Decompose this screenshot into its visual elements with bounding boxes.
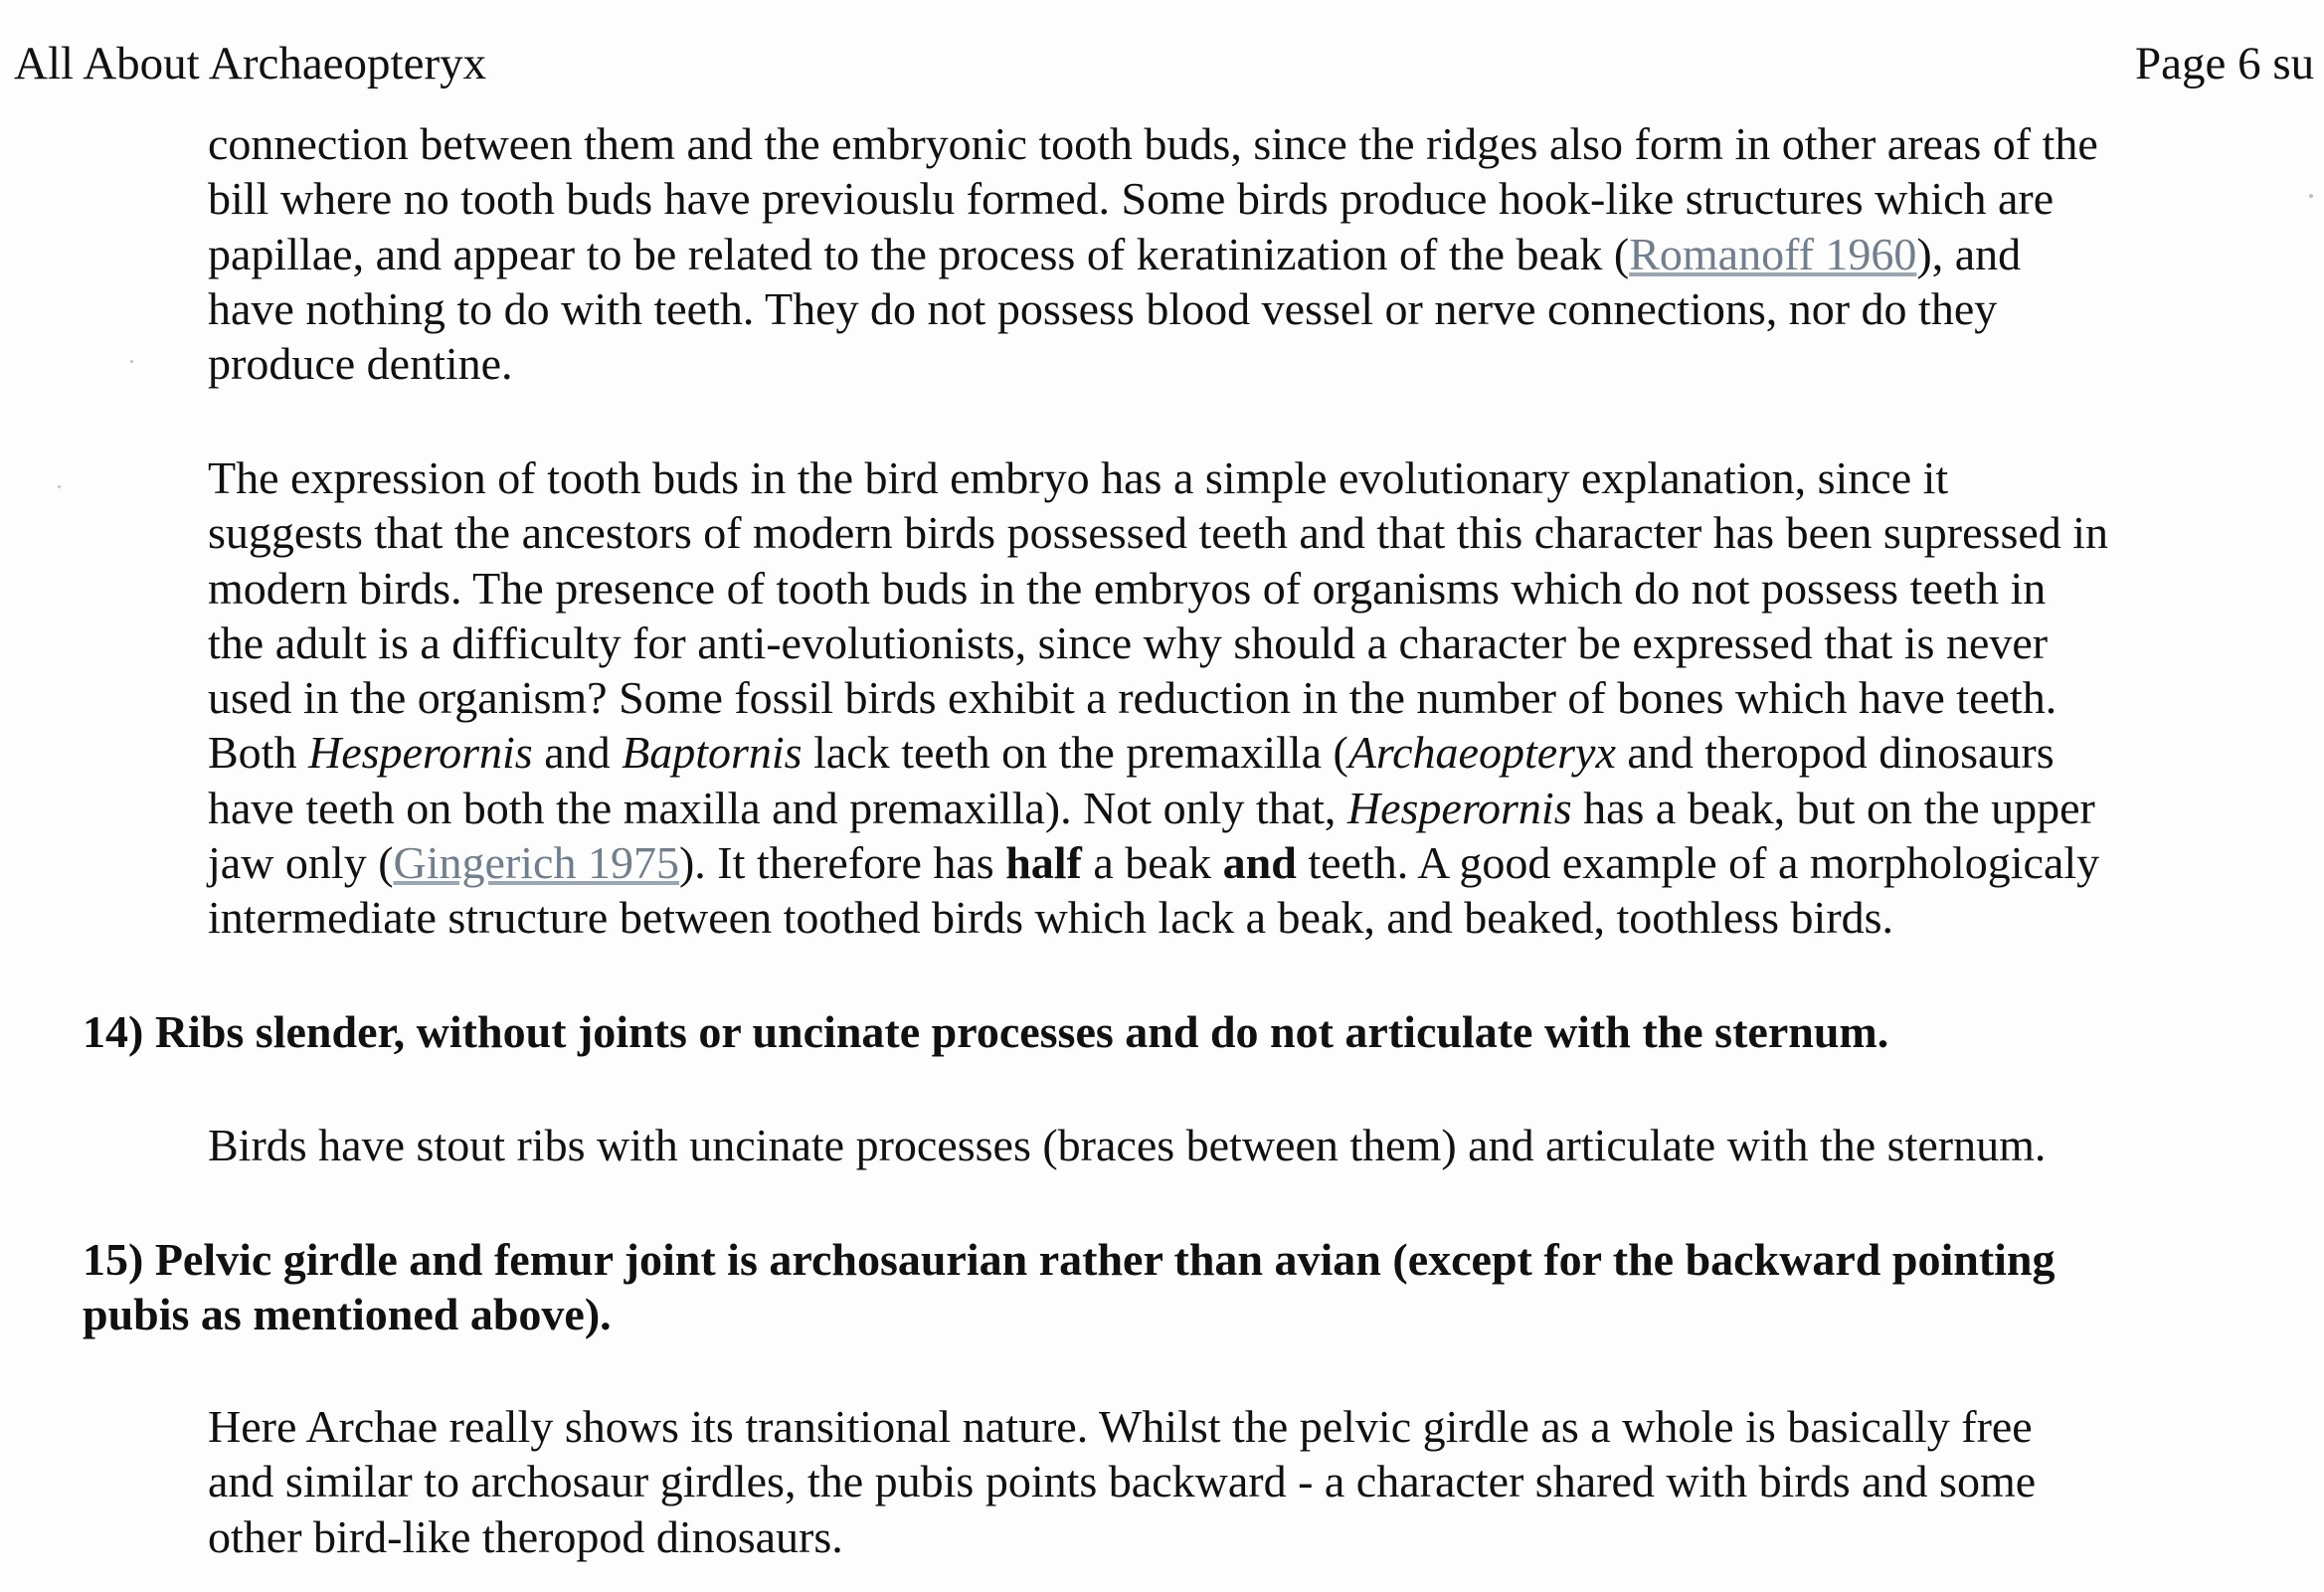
taxon-name: Hesperornis <box>307 727 533 779</box>
text-line: produce dentine. <box>208 338 513 390</box>
text-line: the adult is a difficulty for anti-evolutionists, since why should a character be expressed that is never <box>208 617 2049 668</box>
emphasis-and: and <box>1222 837 1297 889</box>
text-line <box>208 835 2108 890</box>
heading-15-pelvic-girdle <box>83 1232 2056 1342</box>
text-run: teeth. A good example of a morphologicaly <box>1296 837 2100 889</box>
scan-speck <box>58 485 61 488</box>
scan-speck <box>2309 194 2313 198</box>
text-line: have nothing to do with teeth. They do not possess blood vessel or nerve connections, nor do they <box>208 282 1998 334</box>
paragraph-tooth-ridges <box>208 116 2098 391</box>
heading-line: pubis as mentioned above). <box>83 1289 612 1340</box>
taxon-name: Archaeopteryx <box>1347 727 1616 779</box>
text-run: papillae, and appear to be related to the process of keratinization of the beak ( <box>208 228 1630 279</box>
emphasis-half: half <box>1005 837 1082 889</box>
heading-line: 15) Pelvic girdle and femur joint is archosaurian rather than avian (except for the backward pointing <box>83 1234 2056 1285</box>
text-line: modern birds. The presence of tooth buds in the embryos of organisms which do not possess teeth in <box>208 562 2047 614</box>
taxon-name: Hesperornis <box>1346 782 1572 833</box>
text-line: intermediate structure between toothed birds which lack a beak, and beaked, toothless birds. <box>208 892 1894 944</box>
text-run: have teeth on both the maxilla and premaxilla). Not only that, <box>208 782 1347 833</box>
text-line <box>208 725 2108 780</box>
paragraph-tooth-buds-evolution <box>208 450 2108 946</box>
scan-speck <box>130 360 133 363</box>
heading-line: 14) Ribs slender, without joints or uncinate processes and do not articulate with the sternum. <box>83 1006 1889 1057</box>
paragraph-bird-ribs <box>208 1118 2046 1172</box>
citation-gingerich[interactable]: Gingerich 1975 <box>393 837 679 889</box>
text-run: a beak <box>1081 837 1223 889</box>
text-line: Birds have stout ribs with uncinate processes (braces between them) and articulate with the sternum. <box>208 1120 2047 1170</box>
text-line: and similar to archosaur girdles, the pubis points backward - a character shared with birds and some <box>208 1456 2037 1507</box>
text-run: jaw only ( <box>208 837 394 889</box>
text-line: suggests that the ancestors of modern birds possessed teeth and that this character has been supressed in <box>208 507 2109 559</box>
text-run: and <box>532 727 623 779</box>
text-line <box>208 781 2108 835</box>
text-line: Here Archae really shows its transitional nature. Whilst the pelvic girdle as a whole is basically free <box>208 1401 2033 1452</box>
text-run: has a beak, but on the upper <box>1571 782 2095 833</box>
text-run: lack teeth on the premaxilla ( <box>802 727 1348 779</box>
header-title: All About Archaeopteryx <box>14 38 487 89</box>
header-page-number: Page 6 su <box>2135 38 2315 89</box>
text-line: bill where no tooth buds have previouslu formed. Some birds produce hook-like structures which are <box>208 173 2055 225</box>
text-line: The expression of tooth buds in the bird embryo has a simple evolutionary explanation, since it <box>208 452 1949 503</box>
text-run: ). It therefore has <box>678 837 1006 889</box>
heading-14-ribs <box>83 1004 1888 1059</box>
text-line: connection between them and the embryonic tooth buds, since the ridges also form in other areas of the <box>208 118 2098 169</box>
text-run: ), and <box>1916 228 2022 279</box>
text-line: other bird-like theropod dinosaurs. <box>208 1510 843 1562</box>
taxon-name: Baptornis <box>622 727 803 779</box>
text-line <box>208 227 2098 281</box>
text-run: and theropod dinosaurs <box>1615 727 2055 779</box>
text-run: Both <box>208 727 308 779</box>
text-line: used in the organism? Some fossil birds exhibit a reduction in the number of bones which have teeth. <box>208 672 2057 724</box>
citation-romanoff[interactable]: Romanoff 1960 <box>1629 228 1917 279</box>
paragraph-transitional-nature <box>208 1399 2036 1564</box>
